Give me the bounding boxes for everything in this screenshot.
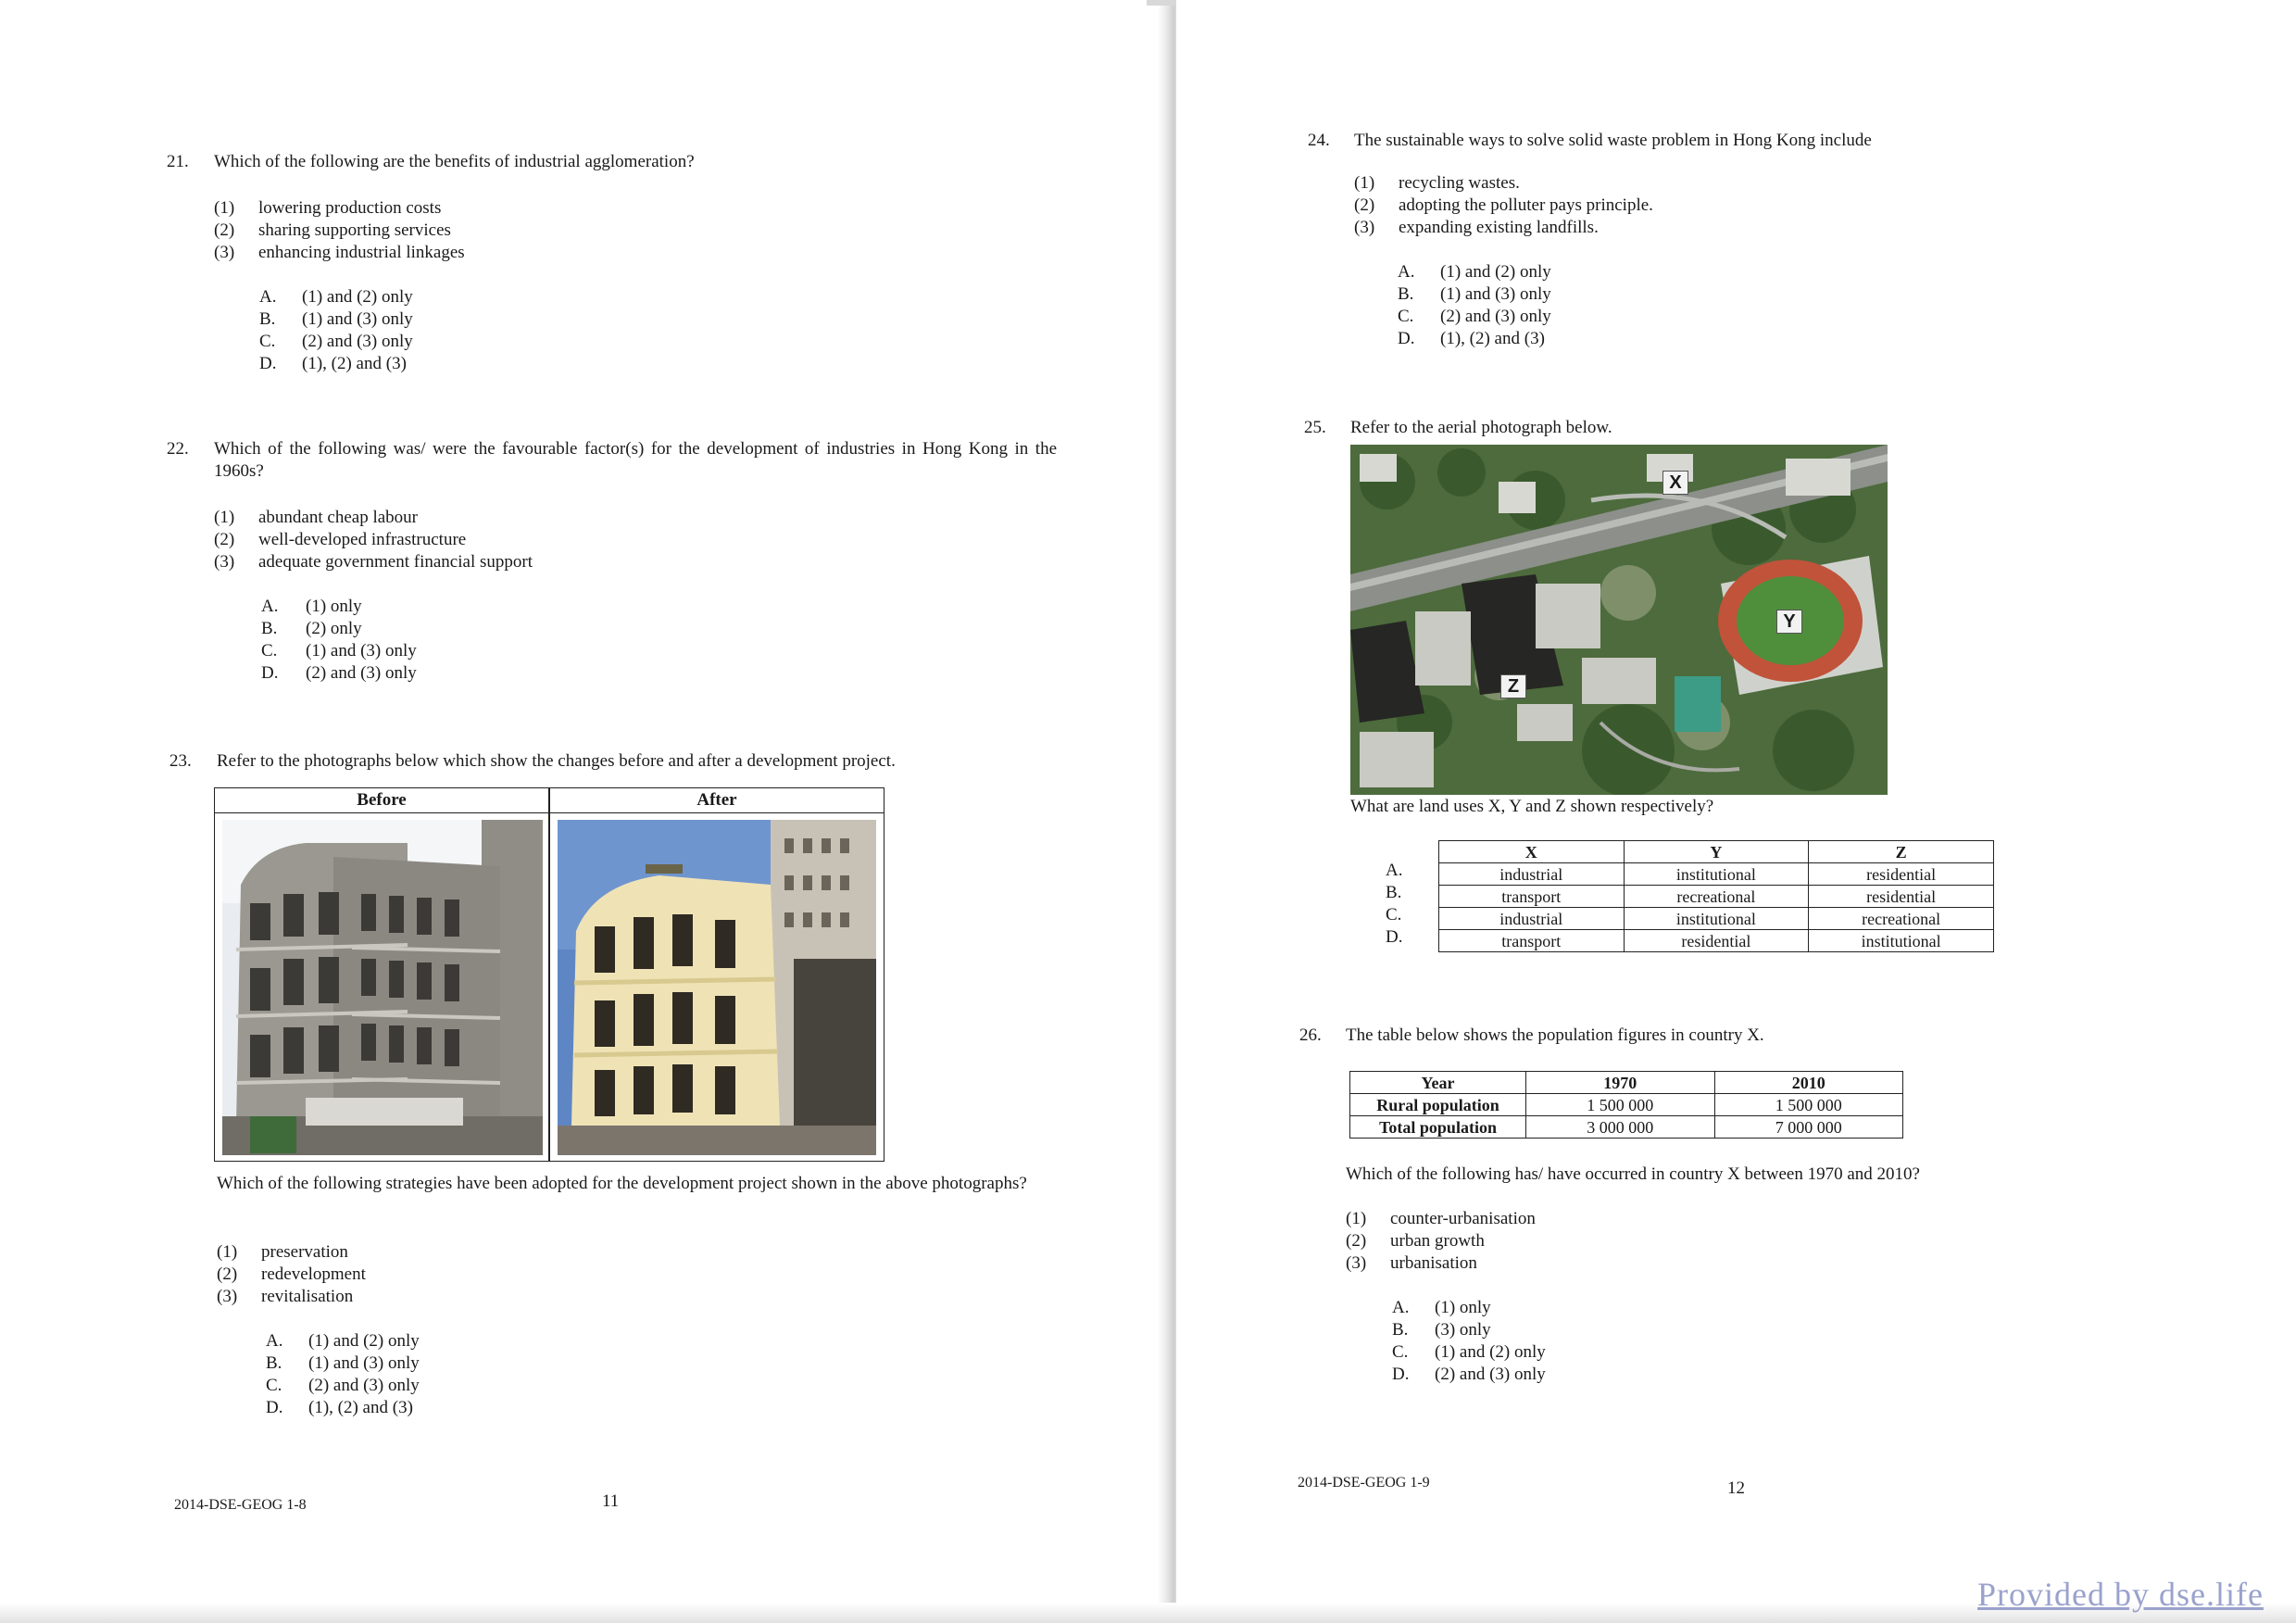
table-header-row (1439, 841, 1994, 863)
question-25 (1304, 417, 2286, 973)
table-row: industrial institutional recreational (1439, 908, 1994, 930)
question-stem: Refer to the photographs below which show the changes before and after a development project. (217, 751, 896, 771)
footer-code: 2014-DSE-GEOG 1-8 (174, 1497, 307, 1513)
table-header-z: Z (1809, 841, 1994, 863)
watermark-link[interactable]: Provided by dse.life (1977, 1576, 2264, 1613)
before-after-photos (214, 787, 885, 1162)
table-row: Total population 3 000 000 7 000 000 (1350, 1116, 1903, 1139)
marker-y: Y (1776, 610, 1802, 634)
question-number: 22. (167, 439, 189, 459)
dilapidated-building-image (222, 820, 543, 1155)
right-page (1176, 0, 2296, 1623)
question-text: What are land uses X, Y and Z shown respectively? (1350, 797, 1714, 816)
restored-building-image (558, 820, 876, 1155)
marker-z: Z (1500, 674, 1526, 698)
table-row: industrial institutional residential (1439, 863, 1994, 886)
question-21: 21. Which of the following are the benefits of industrial agglomeration? (1) lowering production costs (2) sharing supporting services (3) enhancing industrial linkages A. (1) and (2) only B. (1) and (3) only C. (2) and (3) only D. (1), (2) and (3) (167, 152, 695, 373)
question-text: Which of the following has/ have occurred in country X between 1970 and 2010? (1346, 1164, 1920, 1184)
question-text: Which of the following strategies have been adopted for the development project shown in the above photographs? (217, 1174, 1027, 1193)
question-24: 24. The sustainable ways to solve solid waste problem in Hong Kong include (1) recycling wastes. (2) adopting the polluter pays principle. (3) expanding existing landfills. A. (1) and (2) only B. (1) and (3) only C. (2) and (3) only D. (1), (2) and (3) (1308, 131, 1872, 348)
question-stem: Which of the following was/ were the favourable factor(s) for the development of industries in Hong Kong in the 1960s? (214, 439, 1057, 481)
table-header-x: X (1439, 841, 1625, 863)
aerial-photograph (1350, 445, 1888, 795)
population-table (1349, 1071, 1903, 1139)
question-number: 23. (169, 751, 192, 771)
before-header: Before (357, 790, 407, 810)
question-26: 26. The table below shows the population figures in country X. Year 1970 2010 Rural population 1 500 000 1 500 000 Total population 3 000 000 7 000 000 Which of the following has/ have occurred in country X between 1970 and 2010? (1) counter-urbanisation (2) urban growth (3) urbanisation A. (1) only B. (3) only C. (1) and (2) only D. (2) and (3) only (1299, 1025, 1920, 1384)
land-use-table (1438, 840, 1994, 952)
question-number: 26. (1299, 1025, 1322, 1045)
question-stem: The table below shows the population figures in country X. (1346, 1025, 1764, 1045)
question-number: 24. (1308, 131, 1330, 150)
page-number: 11 (602, 1491, 620, 1511)
table-row: Rural population 1 500 000 1 500 000 (1350, 1094, 1903, 1116)
aerial-photo-image (1350, 445, 1888, 795)
after-photo (558, 820, 876, 1155)
after-header: After (696, 790, 737, 810)
question-23: 23. Refer to the photographs below which show the changes before and after a development project. Before After Which of the following strategies have been adopted for the development project shown in the above photographs? (1) preservation (2) redevelopment (3) revitalisation A. (1) and (2) only B. (1) and (3) only C. (2) and (3) only D. (1), (2) and (3) (169, 750, 1096, 1427)
photo-divider (548, 788, 550, 1161)
before-photo (222, 820, 543, 1155)
question-stem: Which of the following are the benefits of industrial agglomeration? (214, 152, 695, 171)
question-stem: The sustainable ways to solve solid waste problem in Hong Kong include (1354, 131, 1872, 150)
page-bottom-edge (0, 1603, 2296, 1623)
question-number: 25. (1304, 418, 1326, 437)
footer-code: 2014-DSE-GEOG 1-9 (1298, 1475, 1430, 1491)
page-number: 12 (1727, 1478, 1745, 1498)
question-number: 21. (167, 152, 189, 171)
table-header-y: Y (1624, 841, 1809, 863)
question-stem: Refer to the aerial photograph below. (1350, 418, 1612, 437)
question-22: 22. Which of the following was/ were the favourable factor(s) for the development of industries in Hong Kong in the 1960s? (1) abundant cheap labour (2) well-developed infrastructure (3) adequate government financial support A. (1) only B. (2) only C. (1) and (3) only D. (2) and (3) only (167, 439, 1057, 683)
table-row: transport residential institutional (1439, 930, 1994, 952)
answer-labels: A. B. C. D. (1386, 861, 1403, 947)
table-header-row: Year 1970 2010 (1350, 1072, 1903, 1094)
marker-x: X (1662, 471, 1688, 495)
table-row: transport recreational residential (1439, 886, 1994, 908)
